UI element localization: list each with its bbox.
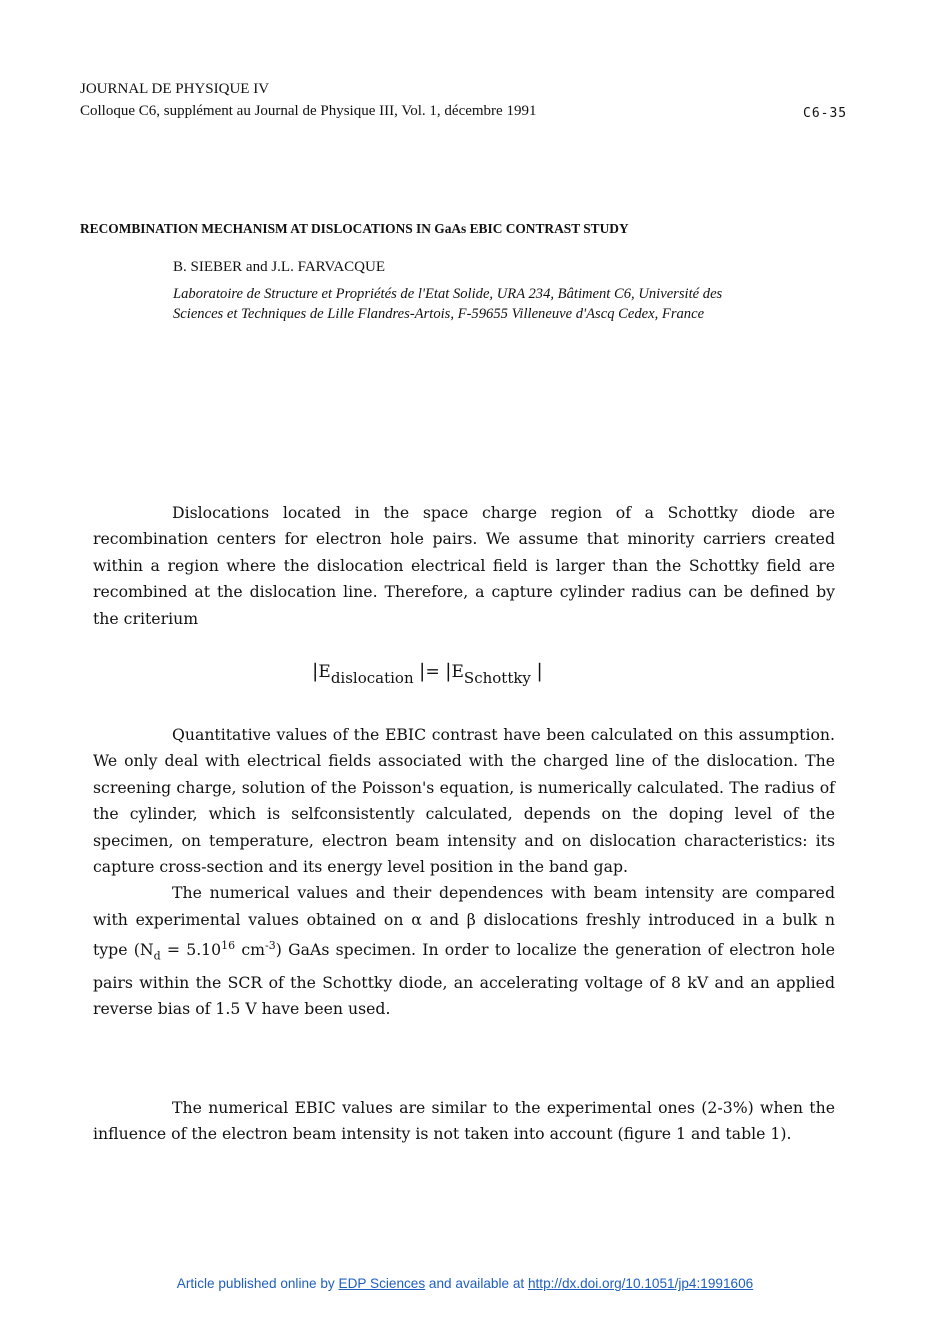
- body-paragraph-2: [93, 722, 835, 1023]
- p3-after: ) GaAs specimen. In order to localize the generation of electron hole pairs within the SCR of the Schottky diode, an accelerating voltage of 8 kV and an applied reverse bias of 1.5 V have been used.: [93, 940, 836, 1019]
- abs-bar: |: [536, 660, 543, 682]
- p3-sup2: -3: [265, 939, 276, 953]
- page-number: C6-35: [803, 106, 848, 121]
- p3-sub: d: [153, 949, 161, 963]
- paragraph-text-3: [93, 880, 835, 1022]
- body-paragraph-1: [93, 500, 835, 632]
- paragraph-text: The numerical EBIC values are similar to the experimental ones (2-3%) when the influence of the electron beam intensity is not taken into account (figure 1 and table 1).: [93, 1098, 835, 1144]
- footer-prefix: Article published online by: [176, 1276, 339, 1291]
- body-paragraph-4: [93, 1095, 835, 1148]
- affiliation-line-2: Sciences et Techniques de Lille Flandres-Artois, F-59655 Villeneuve d'Ascq Cedex, France: [173, 306, 705, 322]
- paragraph-text: Quantitative values of the EBIC contrast have been calculated on this assumption. We only deal with electrical fields associated with the charged line of the dislocation. The screening charge, solution of the Poisson's equation, is numerically calculated. The radius of the cylinder, which is selfconsistently calculated, depends on the doping level of the specimen, on temperature, electron beam intensity and on dislocation characteristics: its capture cross-section and its energy level position in the band gap.: [93, 725, 835, 877]
- eq-left-subscript: dislocation: [330, 669, 414, 687]
- p3-sup1: 16: [221, 939, 236, 953]
- abs-bar: |: [445, 660, 452, 682]
- eq-right-subscript: Schottky: [463, 669, 531, 687]
- eq-left-symbol: E: [318, 662, 331, 682]
- p3-before: The numerical values and their dependences with beam intensity are compared with experimental values obtained on α and β dislocations freshly introduced in a bulk n type (N: [93, 883, 835, 960]
- colloque-info: Colloque C6, supplément au Journal de Physique III, Vol. 1, décembre 1991: [80, 103, 537, 119]
- article-authors: B. SIEBER and J.L. FARVACQUE: [173, 259, 386, 275]
- article-title: RECOMBINATION MECHANISM AT DISLOCATIONS IN GaAs EBIC CONTRAST STUDY: [80, 221, 629, 236]
- footer-middle: and available at: [425, 1276, 528, 1291]
- publication-footer: [0, 1276, 930, 1291]
- eq-right-symbol: E: [451, 662, 464, 682]
- doi-link[interactable]: http://dx.doi.org/10.1051/jp4:1991606: [527, 1276, 754, 1291]
- paragraph-text: Dislocations located in the space charge region of a Schottky diode are recombination centers for electron hole pairs. We assume that minority carriers created within a region where the dislocation electrical field is larger than the Schottky field are recombined at the dislocation line. Therefore, a capture cylinder radius can be defined by the criterium: [93, 503, 835, 628]
- abs-bar: |: [419, 660, 426, 682]
- journal-name: JOURNAL DE PHYSIQUE IV: [80, 81, 270, 97]
- publisher-link[interactable]: EDP Sciences: [338, 1276, 426, 1291]
- abs-bar: |: [312, 660, 319, 682]
- p3-mid: = 5.10: [160, 940, 222, 960]
- p3-unit: cm: [235, 940, 266, 960]
- affiliation-line-1: Laboratoire de Structure et Propriétés de l'Etat Solide, URA 234, Bâtiment C6, Université des: [173, 286, 723, 302]
- criterion-equation: [312, 660, 543, 687]
- eq-equals: =: [425, 662, 440, 682]
